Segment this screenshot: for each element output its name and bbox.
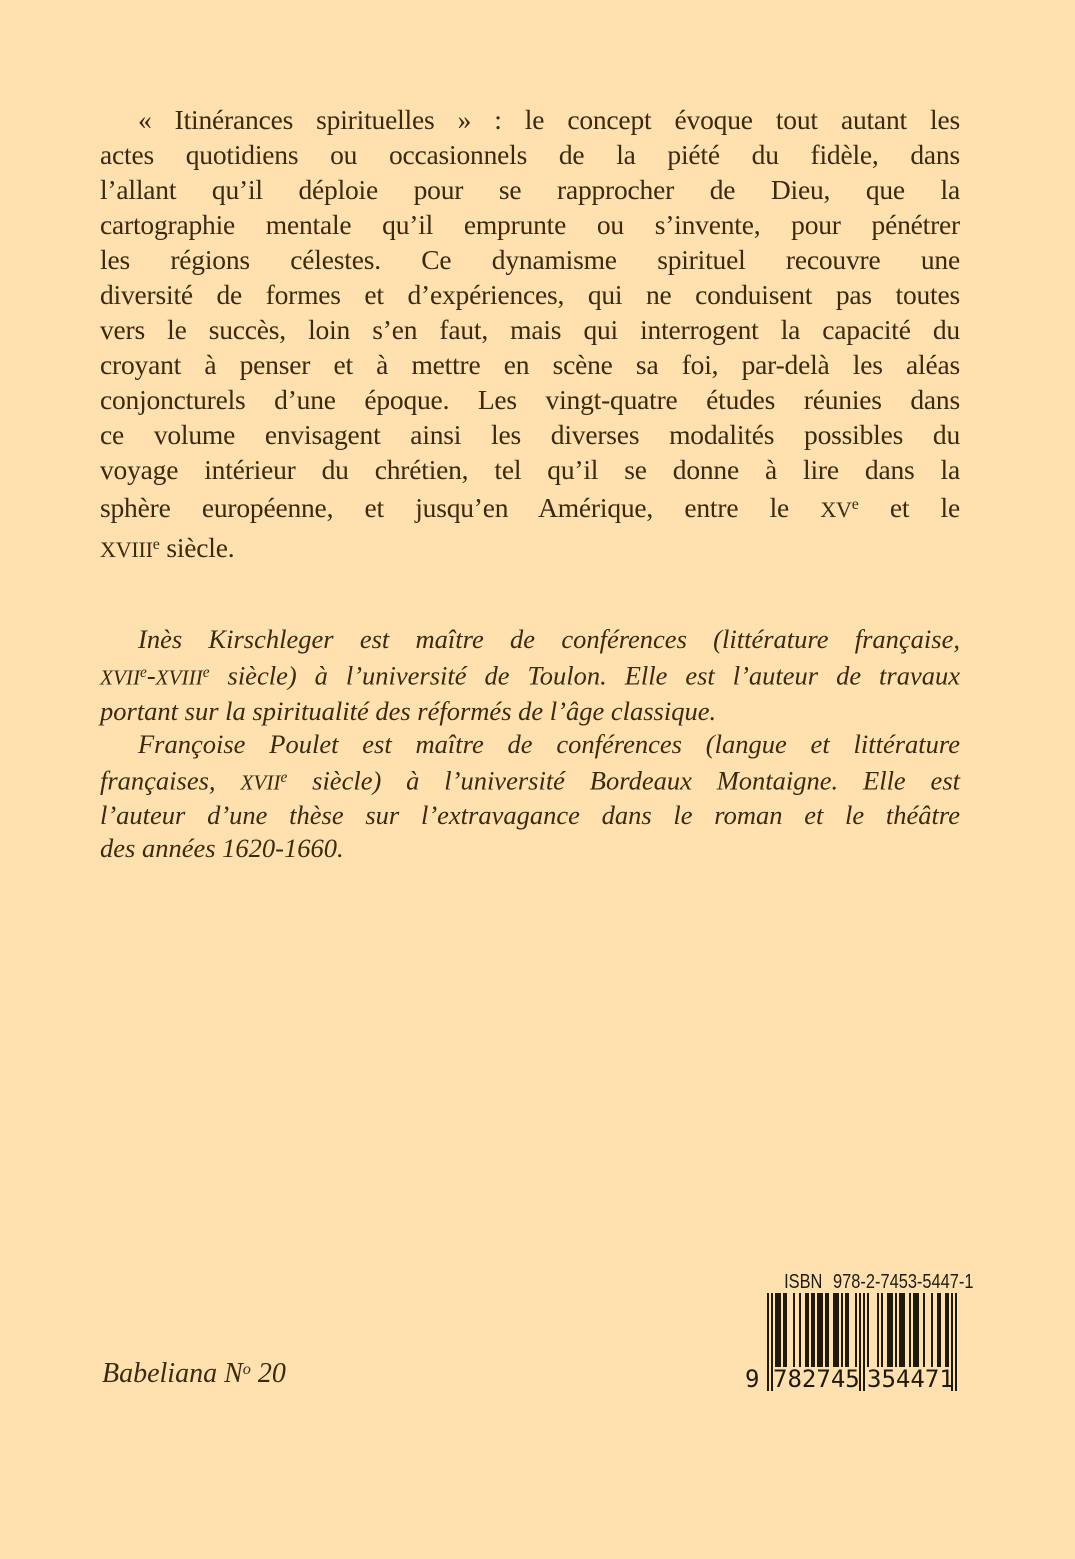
text-segment: siècle. bbox=[159, 531, 235, 563]
text-line bbox=[100, 277, 960, 312]
text-segment: Françoise Poulet est maître de conférences (langue et littérature bbox=[138, 728, 960, 759]
barcode-bar bbox=[847, 1293, 849, 1367]
text-segment: françaises, bbox=[100, 765, 241, 796]
barcode-bar bbox=[793, 1293, 795, 1367]
text-line bbox=[100, 137, 960, 172]
text-segment: cartographie mentale qu’il emprunte ou s’invente, pour pénétrer bbox=[100, 209, 960, 240]
text-segment: sphère européenne, et jusqu’en Amérique, entre le bbox=[100, 491, 821, 523]
smallcaps-numeral: XVII bbox=[100, 665, 140, 690]
superscript: e bbox=[851, 496, 859, 513]
barcode-bar bbox=[799, 1293, 801, 1367]
barcode-digit: 7 bbox=[924, 1365, 940, 1393]
barcode-bar bbox=[881, 1293, 883, 1367]
text-line bbox=[100, 728, 960, 761]
text-line bbox=[100, 799, 960, 832]
barcode-digit: 2 bbox=[801, 1365, 817, 1393]
barcode-bar bbox=[863, 1293, 865, 1391]
barcode-bar bbox=[837, 1293, 839, 1367]
isbn-barcode-block bbox=[745, 1271, 974, 1397]
text-segment: croyant à penser et à mettre en scène sa foi, par-delà les aléas bbox=[100, 349, 960, 380]
barcode-bar bbox=[867, 1293, 869, 1367]
collection-label bbox=[102, 1352, 286, 1391]
text-line bbox=[100, 452, 960, 487]
barcode-digit-first: 9 bbox=[745, 1365, 760, 1393]
text-segment: Inès Kirschleger est maître de conférences (littérature française, bbox=[138, 624, 960, 654]
isbn-line bbox=[784, 1271, 974, 1293]
text-line bbox=[100, 761, 960, 800]
text-line bbox=[100, 832, 960, 865]
text-segment: les régions célestes. Ce dynamisme spirituel recouvre une bbox=[100, 244, 960, 275]
barcode-bar bbox=[917, 1293, 919, 1367]
text-line bbox=[100, 207, 960, 242]
barcode-bar bbox=[877, 1293, 879, 1367]
barcode-digit: 7 bbox=[816, 1365, 831, 1393]
text-segment: voyage intérieur du chrétien, tel qu’il se donne à lire dans la bbox=[100, 454, 960, 485]
text-line bbox=[100, 172, 960, 207]
text-segment: et le bbox=[858, 491, 960, 523]
text-line bbox=[100, 695, 960, 728]
superscript: o bbox=[242, 1360, 251, 1378]
text-segment: conjoncturels d’une époque. Les vingt-quatre études réunies dans bbox=[100, 384, 960, 415]
barcode-digit: 8 bbox=[787, 1365, 802, 1393]
text-line bbox=[100, 312, 960, 347]
text-segment: l’auteur d’une thèse sur l’extravagance dans le roman et le théâtre bbox=[100, 800, 960, 831]
barcode-digit: 4 bbox=[910, 1365, 925, 1393]
barcode-bar bbox=[821, 1293, 823, 1367]
text-line bbox=[100, 242, 960, 277]
text-line bbox=[100, 347, 960, 382]
barcode-bar bbox=[767, 1293, 769, 1391]
superscript: e bbox=[202, 664, 210, 681]
text-segment: actes quotidiens ou occasionnels de la piété du fidèle, dans bbox=[100, 139, 960, 170]
barcode-bar bbox=[895, 1293, 897, 1367]
barcode-bar bbox=[955, 1293, 957, 1391]
barcode-bar bbox=[923, 1293, 925, 1367]
barcode-digits-right bbox=[867, 1366, 953, 1392]
text-segment: des années 1620-1660. bbox=[100, 833, 344, 864]
barcode-digit: 4 bbox=[830, 1365, 846, 1393]
barcode-bar bbox=[827, 1293, 829, 1367]
text-segment: 20 bbox=[250, 1358, 286, 1390]
barcode-bar bbox=[841, 1293, 843, 1367]
text-line bbox=[100, 527, 960, 567]
text-segment: Babeliana N bbox=[102, 1358, 243, 1390]
text-segment: siècle) à l’université Bordeaux Montaigne. Elle est bbox=[287, 765, 960, 796]
text-line bbox=[100, 623, 960, 656]
text-segment: diversité de formes et d’expériences, qui ne conduisent pas toutes bbox=[100, 279, 960, 310]
barcode-digit: 5 bbox=[845, 1365, 860, 1393]
barcode-digits-left bbox=[773, 1366, 859, 1392]
superscript: e bbox=[152, 535, 160, 553]
barcode-digit: 5 bbox=[881, 1365, 896, 1393]
barcode-bar bbox=[939, 1293, 941, 1367]
isbn-label: ISBN bbox=[784, 1271, 823, 1293]
text-segment: siècle) à l’université de Toulon. Elle est l’auteur de travaux bbox=[209, 660, 960, 691]
text-line bbox=[100, 382, 960, 417]
text-line bbox=[100, 102, 960, 137]
smallcaps-numeral: XVIII bbox=[100, 536, 153, 562]
superscript: e bbox=[140, 664, 147, 681]
barcode-bar bbox=[807, 1293, 809, 1367]
smallcaps-numeral: XVII bbox=[240, 770, 281, 795]
barcode-digit: 1 bbox=[939, 1365, 954, 1393]
barcode-bar bbox=[931, 1293, 933, 1367]
barcode-digit: 4 bbox=[895, 1365, 911, 1393]
text-line bbox=[100, 656, 960, 695]
superscript: e bbox=[280, 768, 288, 786]
author-bios bbox=[100, 623, 960, 865]
barcode-bar bbox=[779, 1293, 781, 1367]
text-line bbox=[100, 487, 960, 527]
isbn-number: 978-2-7453-5447-1 bbox=[833, 1271, 974, 1293]
smallcaps-numeral: XV bbox=[820, 496, 852, 522]
barcode-bar bbox=[909, 1293, 911, 1367]
barcode-bar bbox=[813, 1293, 815, 1367]
text-line bbox=[100, 417, 960, 452]
barcode-bar bbox=[903, 1293, 905, 1367]
synopsis-paragraph bbox=[100, 102, 960, 567]
text-segment: portant sur la spiritualité des réformés de l’âge classique. bbox=[100, 695, 717, 726]
barcode-bar bbox=[855, 1293, 857, 1367]
barcode-digit: 3 bbox=[867, 1365, 882, 1393]
text-segment: l’allant qu’il déploie pour se rapprocher de Dieu, que la bbox=[100, 174, 960, 205]
text-segment: - bbox=[146, 660, 156, 691]
barcode-bar bbox=[947, 1293, 949, 1367]
text-segment: ce volume envisagent ainsi les diverses modalités possibles du bbox=[100, 419, 960, 450]
barcode-bar bbox=[891, 1293, 893, 1367]
text-segment: « Itinérances spirituelles » : le concept évoque tout autant les bbox=[138, 104, 960, 135]
text-segment: vers le succès, loin s’en faut, mais qui interrogent la capacité du bbox=[100, 314, 960, 345]
barcode-digit: 7 bbox=[773, 1365, 788, 1393]
barcode-bar bbox=[785, 1293, 787, 1367]
smallcaps-numeral: XVIII bbox=[155, 665, 203, 690]
